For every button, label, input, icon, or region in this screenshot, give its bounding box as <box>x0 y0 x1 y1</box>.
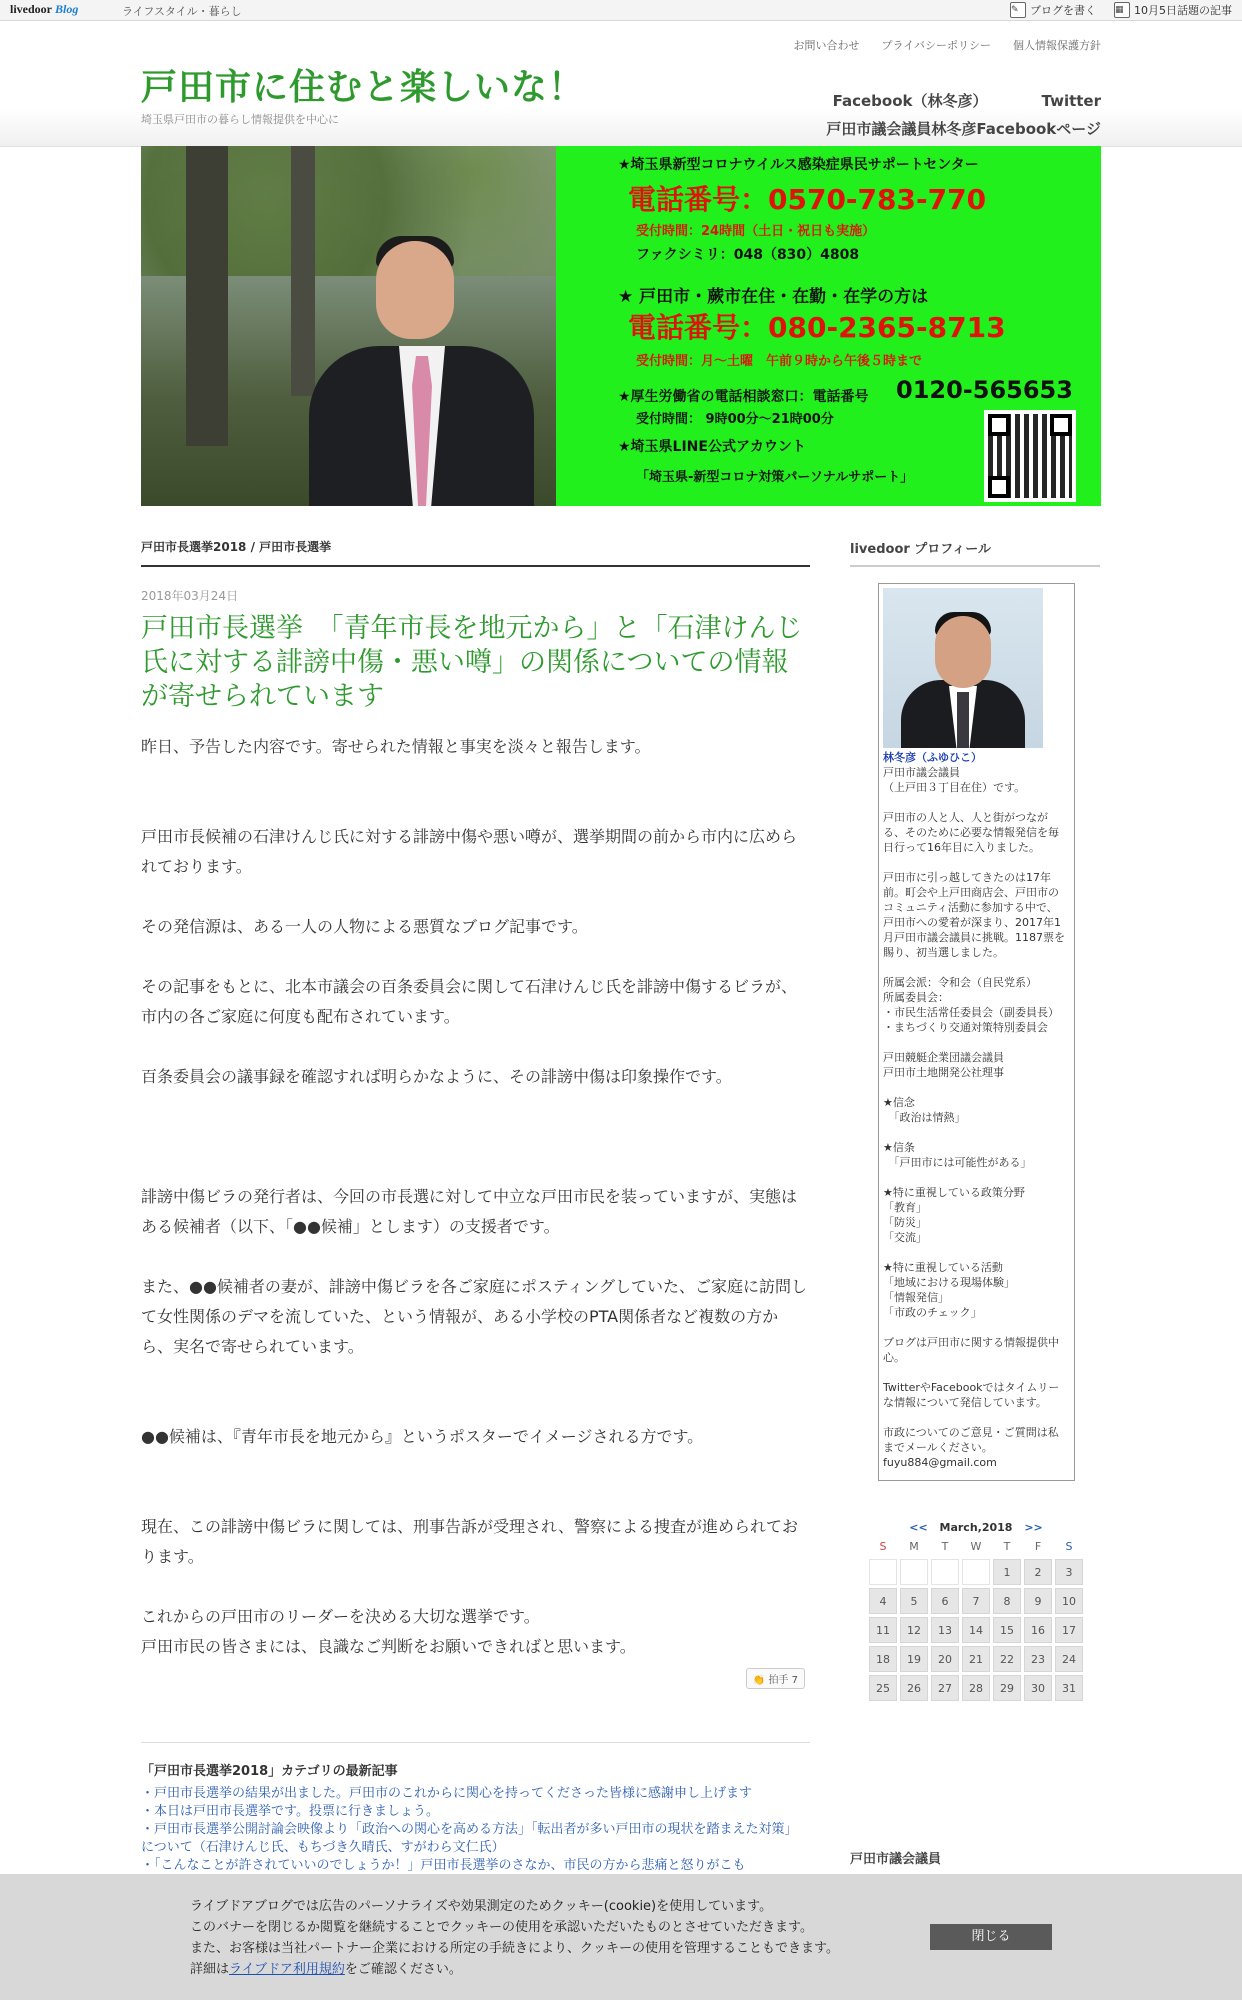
cookie-line: また、お客様は当社パートナー企業における所定の手続きにより、クッキーの使用を管理することもできます。 <box>190 1941 839 1956</box>
trending-label: 10月5日話題の記事 <box>1134 4 1232 17</box>
clap-button[interactable] <box>746 1668 805 1689</box>
calendar-day: 29 <box>993 1675 1021 1701</box>
article-column <box>141 522 810 1875</box>
profile-block <box>883 870 1066 960</box>
profile-line: ★信条 <box>883 1141 915 1154</box>
recent-posts-heading: 「戸田市長選挙2018」カテゴリの最新記事 <box>141 1764 398 1780</box>
calendar-empty-cell <box>900 1559 928 1585</box>
pencil-icon: ✎ <box>1010 2 1026 18</box>
profile-line: 「政治は情熱」 <box>883 1111 966 1124</box>
profile-text <box>883 765 1066 1470</box>
calendar-day: 18 <box>869 1646 897 1672</box>
profile-line: 「地域における現場体験」 <box>883 1276 1015 1289</box>
cookie-text <box>190 1896 839 1980</box>
paragraph: ●●候補は、『青年市長を地元から』というポスターでイメージされる方です。 <box>141 1427 704 1447</box>
calendar-day: 19 <box>900 1646 928 1672</box>
recent-post-link[interactable]: ・本日は戸田市長選挙です。投票に行きましょう。 <box>141 1804 439 1820</box>
calendar-day: 27 <box>931 1675 959 1701</box>
profile-line: ・市民生活常任委員会（副委員長） <box>883 1006 1059 1019</box>
profile-line: 所属委員会： <box>883 991 949 1004</box>
profile-line: 戸田競艇企業団議会議員 <box>883 1051 1004 1064</box>
paragraph: これからの戸田市のリーダーを決める大切な選挙です。 <box>141 1607 540 1627</box>
site-title[interactable]: 戸田市に住むと楽しいな！ <box>141 67 586 108</box>
profile-block <box>883 1095 1066 1125</box>
profile-box <box>878 583 1075 1481</box>
profile-block <box>883 1185 1066 1245</box>
sidebar <box>850 522 1100 1701</box>
write-blog-label: ブログを書く <box>1030 4 1096 17</box>
breadcrumb[interactable]: 戸田市長選挙2018 / 戸田市長選挙 <box>141 522 810 567</box>
calendar-day: 2 <box>1024 1559 1052 1585</box>
profile-line: 所属会派：令和会（自民党系） <box>883 976 1037 989</box>
livedoor-blog-logo[interactable] <box>10 2 78 17</box>
personal-info-link[interactable]: 個人情報保護方針 <box>1013 39 1101 52</box>
calendar-day: 6 <box>931 1588 959 1614</box>
profile-line: TwitterやFacebookではタイムリーな情報について発信しています。 <box>883 1381 1060 1409</box>
post-title[interactable]: 戸田市長選挙 「青年市長を地元から」と「石津けんじ氏に対する誹謗中傷・悪い噂」の関係についての情報が寄せられています <box>141 613 803 712</box>
calendar-dow: M <box>909 1540 919 1553</box>
banner-line-2: ★ 戸田市・蕨市在住・在勤・在学の方は <box>618 287 929 307</box>
trending-link[interactable] <box>1114 2 1232 18</box>
profile-line: fuyu884@gmail.com <box>883 1456 997 1469</box>
profile-block <box>883 1380 1066 1410</box>
covid-info-panel <box>556 146 1101 506</box>
calendar-day: 11 <box>869 1617 897 1643</box>
cookie-line-pre: 詳細は <box>190 1962 230 1977</box>
profile-line: 戸田市議会議員 <box>883 766 960 779</box>
header-banner <box>141 146 1101 506</box>
calendar-day: 10 <box>1055 1588 1083 1614</box>
calendar-day: 13 <box>931 1617 959 1643</box>
banner-hours-2: 受付時間：月～土曜 午前９時から午後５時まで <box>636 354 923 369</box>
profile-line: ★特に重視している政策分野 <box>883 1186 1025 1199</box>
banner-phone-1: 電話番号：0570-783-770 <box>628 183 987 216</box>
profile-line: 戸田市に引っ越してきたのは17年前。町会や上戸田商店会、戸田市のコミュニティ活動に参加する中で、戸田市への愛着が深まり、2017年1月戸田市議会議員に挑戦。1187票を賜り、初当選しました。 <box>883 871 1065 959</box>
profile-block <box>883 1335 1066 1365</box>
calendar-day: 22 <box>993 1646 1021 1672</box>
profile-line: 「情報発信」 <box>883 1291 949 1304</box>
calendar-day: 23 <box>1024 1646 1052 1672</box>
profile-line: 「戸田市には可能性がある」 <box>883 1156 1032 1169</box>
calendar-dow: W <box>970 1540 982 1553</box>
calendar-title: March,2018 <box>939 1521 1013 1534</box>
calendar-day: 26 <box>900 1675 928 1701</box>
profile-line: 「交流」 <box>883 1231 927 1244</box>
paragraph: 現在、この誹謗中傷ビラに関しては、刑事告訴が受理され、警察による捜査が進められております。 <box>141 1517 798 1567</box>
calendar-day: 25 <box>869 1675 897 1701</box>
clap-label: 拍手 <box>768 1675 789 1687</box>
calendar <box>866 1521 1086 1701</box>
calendar-dow: T <box>941 1540 949 1553</box>
category-link[interactable]: ライフスタイル・暮らし <box>122 5 242 18</box>
paragraph: 百条委員会の議事録を確認すれば明らかなように、その誹謗中傷は印象操作です。 <box>141 1067 732 1087</box>
paragraph: 誹謗中傷ビラの発行者は、今回の市長選に対して中立な戸田市民を装っていますが、実態はある候補者（以下、「●●候補」とします）の支援者です。 <box>141 1187 798 1237</box>
avatar <box>883 588 1043 748</box>
profile-line: ・まちづくり交通対策特別委員会 <box>883 1021 1048 1034</box>
calendar-icon: ▦ <box>1114 2 1130 18</box>
profile-block <box>883 975 1066 1035</box>
facebook-link[interactable]: Facebook（林冬彦） <box>832 92 988 110</box>
contact-link[interactable]: お問い合わせ <box>793 39 860 52</box>
banner-fax-1: ファクシミリ：048（830）4808 <box>636 247 860 263</box>
profile-line: ★信念 <box>883 1096 915 1109</box>
calendar-day: 21 <box>962 1646 990 1672</box>
qr-code <box>984 410 1076 502</box>
profile-block <box>883 810 1066 855</box>
calendar-day: 20 <box>931 1646 959 1672</box>
clap-icon: 👏 <box>752 1675 766 1687</box>
calendar-day: 12 <box>900 1617 928 1643</box>
banner-line-4b: 「埼玉県-新型コロナ対策パーソナルサポート」 <box>636 470 914 485</box>
post-body <box>141 732 810 1662</box>
site-description: 埼玉県戸田市の暮らし情報提供を中心に <box>141 113 339 126</box>
banner-line-3: ★厚生労働省の電話相談窓口：電話番号 <box>618 389 869 405</box>
calendar-next[interactable]: >> <box>1024 1521 1043 1534</box>
paragraph: 昨日、予告した内容です。寄せられた情報と事実を淡々と報告します。 <box>141 737 651 757</box>
profile-line: （上戸田３丁目在住）です。 <box>883 781 1026 794</box>
calendar-grid <box>866 1540 1086 1701</box>
profile-heading: livedoor プロフィール <box>850 522 1100 567</box>
clap-count: 7 <box>791 1675 798 1687</box>
calendar-dow: T <box>1003 1540 1011 1553</box>
cookie-line: ライブドアブログでは広告のパーソナライズや効果測定のためクッキー(cookie)を使用しています。 <box>190 1899 773 1914</box>
social-links <box>826 87 1101 143</box>
profile-block <box>883 765 1066 795</box>
calendar-empty-cell <box>931 1559 959 1585</box>
calendar-empty-cell <box>869 1559 897 1585</box>
write-blog-link[interactable] <box>1010 2 1096 18</box>
profile-line: ★特に重視している活動 <box>883 1261 1003 1274</box>
calendar-day: 28 <box>962 1675 990 1701</box>
calendar-day: 8 <box>993 1588 1021 1614</box>
recent-post-link[interactable]: ・戸田市長選挙公開討論会映像より「政治への関心を高める方法」「転出者が多い戸田市の現状を踏まえた対策」について（石津けんじ氏、もちづき久晴氏、すがわら文仁氏） <box>141 1822 798 1856</box>
profile-line: 「市政のチェック」 <box>883 1306 982 1319</box>
cookie-line: このバナーを閉じるか閲覧を継続することでクッキーの使用を承認いただいたものとさせていただきます。 <box>190 1920 813 1935</box>
profile-line: 戸田市土地開発公社理事 <box>883 1066 1004 1079</box>
banner-phone-2: 電話番号：080-2365-8713 <box>628 311 1006 344</box>
calendar-day: 9 <box>1024 1588 1052 1614</box>
livedoor-topbar <box>0 0 1242 21</box>
blog-header <box>0 21 1242 147</box>
profile-block <box>883 1140 1066 1170</box>
cookie-line-post: をご確認ください。 <box>344 1962 462 1977</box>
banner-line-4: ★埼玉県LINE公式アカウント <box>618 439 806 455</box>
logo-blog-text: Blog <box>55 2 79 16</box>
terms-link[interactable]: ライブドア利用規約 <box>229 1962 345 1977</box>
cookie-close-button[interactable]: 閉じる <box>930 1924 1052 1950</box>
calendar-day: 3 <box>1055 1559 1083 1585</box>
paragraph: その発信源は、ある一人の人物による悪質なブログ記事です。 <box>141 917 588 937</box>
calendar-day: 31 <box>1055 1675 1083 1701</box>
calendar-day: 30 <box>1024 1675 1052 1701</box>
profile-block <box>883 1260 1066 1320</box>
banner-hours-1: 受付時間：24時間（土日・祝日も実施） <box>636 224 876 239</box>
banner-line-1: ★埼玉県新型コロナウイルス感染症県民サポートセンター <box>618 157 979 173</box>
banner-photo <box>141 146 556 506</box>
calendar-day: 16 <box>1024 1617 1052 1643</box>
profile-block <box>883 1050 1066 1080</box>
profile-line: 「防災」 <box>883 1216 927 1229</box>
banner-phone-3: 0120-565653 <box>896 376 1073 404</box>
calendar-dow: S <box>1065 1540 1073 1553</box>
paragraph: また、●●候補者の妻が、誹謗中傷ビラを各ご家庭にポスティングしていた、ご家庭に訪問して女性関係のデマを流していた、という情報が、ある小学校のPTA関係者など複数の方から、実名で寄せられています。 <box>141 1277 808 1357</box>
paragraph: その記事をもとに、北本市議会の百条委員会に関して石津けんじ氏を誹謗中傷するビラが、市内の各ご家庭に何度も配布されています。 <box>141 977 798 1027</box>
paragraph: 戸田市民の皆さまには、良識なご判断をお願いできればと思います。 <box>141 1637 636 1657</box>
recent-posts <box>141 1742 810 1875</box>
calendar-prev[interactable]: << <box>909 1521 928 1534</box>
paragraph: 戸田市長候補の石津けんじ氏に対する誹謗中傷や悪い噂が、選挙期間の前から市内に広められております。 <box>141 827 798 877</box>
post-date: 2018年03月24日 <box>141 589 239 603</box>
recent-post-link[interactable]: ・「こんなことが許されていいのでしょうか！」戸田市長選挙のさなか、市民の方から悲痛と怒りがこも <box>141 1858 746 1874</box>
privacy-policy-link[interactable]: プライバシーポリシー <box>881 39 991 52</box>
recent-post-link[interactable]: ・戸田市長選挙の結果が出ました。戸田市のこれからに関心を持ってくださった皆様に感謝申し上げます <box>141 1786 753 1802</box>
logo-text: livedoor <box>10 2 52 16</box>
utility-links <box>794 37 1101 53</box>
profile-line: ブログは戸田市に関する情報提供中心。 <box>883 1336 1059 1364</box>
profile-line: 「教育」 <box>883 1201 927 1214</box>
twitter-link[interactable]: Twitter <box>1041 92 1101 110</box>
calendar-day: 5 <box>900 1588 928 1614</box>
cookie-banner <box>0 1874 1242 2000</box>
calendar-day: 14 <box>962 1617 990 1643</box>
calendar-day: 1 <box>993 1559 1021 1585</box>
calendar-dow: F <box>1034 1540 1042 1553</box>
profile-block <box>883 1425 1066 1470</box>
profile-line: 市政についてのご意見・ご質問は私までメールください。 <box>883 1426 1059 1454</box>
calendar-day: 7 <box>962 1588 990 1614</box>
facebook-page-link[interactable]: 戸田市議会議員林冬彦Facebookページ <box>826 120 1101 138</box>
sidebar-section-heading: 戸田市議会議員 <box>850 1852 942 1867</box>
calendar-dow: S <box>879 1540 887 1553</box>
profile-name[interactable]: 林冬彦（ふゆひこ） <box>883 751 982 764</box>
calendar-day: 15 <box>993 1617 1021 1643</box>
calendar-day: 4 <box>869 1588 897 1614</box>
banner-hours-3: 受付時間： 9時00分～21時00分 <box>636 412 834 427</box>
calendar-day: 17 <box>1055 1617 1083 1643</box>
calendar-day: 24 <box>1055 1646 1083 1672</box>
profile-line: 戸田市の人と人、人と街がつながる、そのために必要な情報発信を毎日行って16年目に入りました。 <box>883 811 1059 854</box>
calendar-empty-cell <box>962 1559 990 1585</box>
